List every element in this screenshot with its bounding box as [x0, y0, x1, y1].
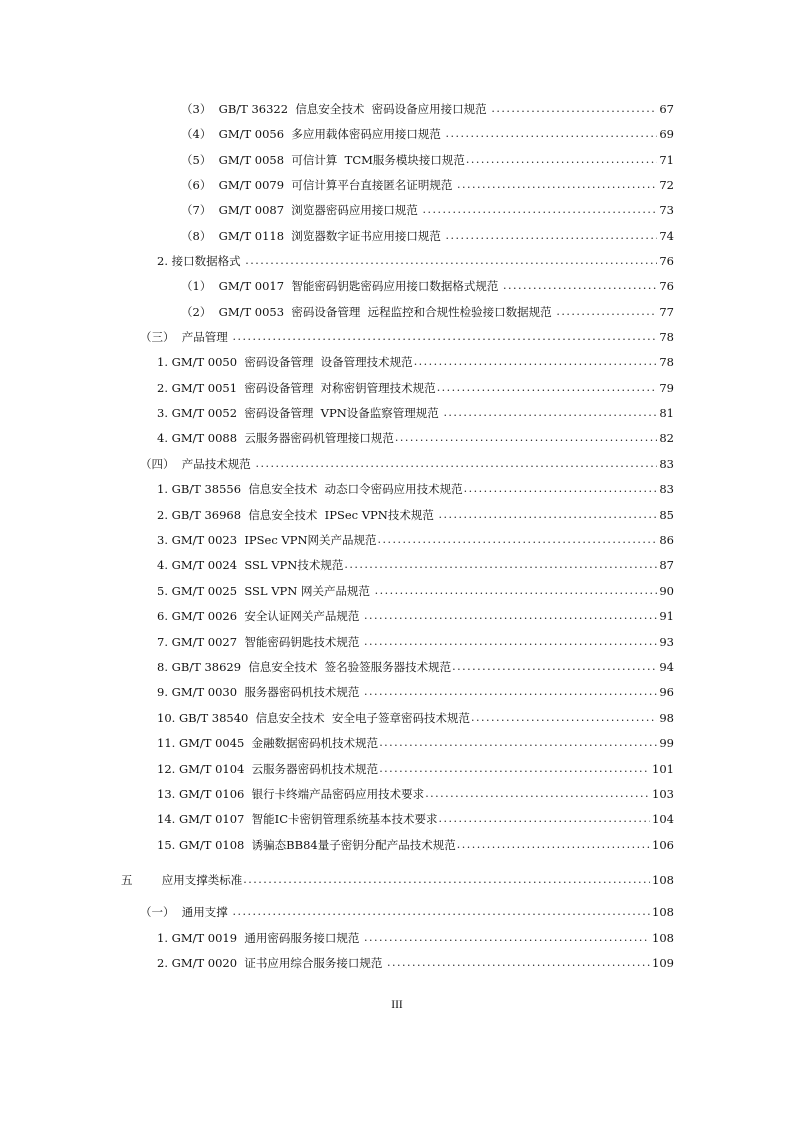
toc-entry-title: （三） 产品管理	[140, 330, 232, 344]
toc-page-number: 67	[659, 102, 674, 116]
toc-entry-title: （8） GM/T 0118 浏览器数字证书应用接口规范	[181, 229, 445, 243]
toc-entry-title: 6. GM/T 0026 安全认证网关产品规范	[157, 609, 364, 623]
toc-entry-title: （1） GM/T 0017 智能密码钥匙密码应用接口数据格式规范	[181, 279, 503, 293]
dot-leader	[425, 784, 650, 804]
toc-entry[interactable]	[157, 581, 674, 601]
toc-page-number: 78	[659, 330, 674, 344]
toc-entry[interactable]	[157, 809, 674, 829]
dot-leader	[255, 454, 657, 474]
toc-entry[interactable]	[157, 479, 674, 499]
toc-entry[interactable]	[157, 657, 674, 677]
toc-entry-title: 10. GB/T 38540 信息安全技术 安全电子签章密码技术规范	[157, 711, 470, 725]
dot-leader	[395, 428, 657, 448]
toc-page-number: 109	[652, 956, 674, 970]
toc-entry[interactable]	[140, 902, 674, 922]
toc-page-number: 76	[659, 254, 674, 268]
dot-leader	[364, 606, 657, 626]
dot-leader	[344, 555, 657, 575]
dot-leader	[443, 403, 657, 423]
dot-leader	[446, 124, 658, 144]
toc-page-number: 94	[659, 660, 674, 674]
toc-entry-title: 4. GM/T 0088 云服务器密码机管理接口规范	[157, 431, 394, 445]
toc-page-number: 103	[652, 787, 674, 801]
toc-entry-title: （6） GM/T 0079 可信计算平台直接匿名证明规范	[181, 178, 457, 192]
dot-leader	[457, 835, 650, 855]
toc-page-number: 76	[659, 279, 674, 293]
toc-page-number: 82	[659, 431, 674, 445]
dot-leader	[457, 175, 657, 195]
toc-entry-title: 9. GM/T 0030 服务器密码机技术规范	[157, 685, 364, 699]
dot-leader	[446, 226, 658, 246]
dot-leader	[232, 902, 650, 922]
page-number-footer: III	[391, 999, 403, 1011]
toc-entry[interactable]	[157, 733, 674, 753]
toc-entry-title: （四） 产品技术规范	[140, 457, 255, 471]
dot-leader	[466, 150, 657, 170]
toc-page-number: 99	[659, 736, 674, 750]
toc-page-number: 96	[659, 685, 674, 699]
dot-leader	[364, 632, 657, 652]
toc-page-number: 86	[659, 533, 674, 547]
toc-entry-title: 4. GM/T 0024 SSL VPN技术规范	[157, 558, 344, 572]
toc-entry[interactable]	[157, 835, 674, 855]
toc-page-number: 87	[659, 558, 674, 572]
toc-entry-title: （7） GM/T 0087 浏览器密码应用接口规范	[181, 203, 422, 217]
toc-entry[interactable]	[181, 124, 674, 144]
toc-page-number: 108	[652, 931, 674, 945]
dot-leader	[491, 99, 657, 119]
dot-leader	[378, 530, 658, 550]
toc-entry[interactable]	[157, 784, 674, 804]
dot-leader	[437, 378, 658, 398]
toc-page-number: 104	[652, 812, 674, 826]
dot-leader	[471, 708, 657, 728]
toc-entry[interactable]	[157, 682, 674, 702]
toc-entry[interactable]	[157, 953, 674, 973]
toc-entry-title: 2. GM/T 0020 证书应用综合服务接口规范	[157, 956, 387, 970]
dot-leader	[439, 809, 651, 829]
toc-entry-title: 1. GM/T 0050 密码设备管理 设备管理技术规范	[157, 355, 413, 369]
toc-entry-title: 2. GB/T 36968 信息安全技术 IPSec VPN技术规范	[157, 508, 438, 522]
dot-leader	[364, 928, 650, 948]
toc-page-number: 71	[659, 153, 674, 167]
toc-entry[interactable]	[157, 708, 674, 728]
toc-page-number: 98	[659, 711, 674, 725]
toc-page-number: 69	[659, 127, 674, 141]
toc-entry-title: （一） 通用支撑	[140, 905, 232, 919]
dot-leader	[414, 352, 658, 372]
toc-entry[interactable]	[157, 378, 674, 398]
dot-leader	[375, 581, 658, 601]
toc-page-number: 77	[659, 305, 674, 319]
toc-entry[interactable]	[157, 251, 674, 271]
toc-entry[interactable]	[157, 606, 674, 626]
toc-page-number: 101	[652, 762, 674, 776]
toc-page-number: 108	[652, 873, 674, 887]
toc-entry[interactable]	[157, 555, 674, 575]
dot-leader	[245, 251, 657, 271]
dot-leader	[364, 682, 657, 702]
toc-entry-title: 1. GM/T 0019 通用密码服务接口规范	[157, 931, 364, 945]
toc-page-number: 79	[659, 381, 674, 395]
toc-entry[interactable]	[140, 454, 674, 474]
toc-entry[interactable]	[181, 99, 674, 119]
toc-entry-title: 11. GM/T 0045 金融数据密码机技术规范	[157, 736, 379, 750]
toc-entry-title: 3. GM/T 0052 密码设备管理 VPN设备监察管理规范	[157, 406, 443, 420]
toc-page-number: 78	[659, 355, 674, 369]
dot-leader	[452, 657, 657, 677]
toc-entry[interactable]	[181, 200, 674, 220]
toc-entry-title: 12. GM/T 0104 云服务器密码机技术规范	[157, 762, 379, 776]
toc-entry-title: 8. GB/T 38629 信息安全技术 签名验签服务器技术规范	[157, 660, 452, 674]
toc-entry[interactable]	[157, 352, 674, 372]
toc-entry[interactable]	[157, 530, 674, 550]
toc-page-number: 81	[659, 406, 674, 420]
toc-entry-title: 14. GM/T 0107 智能IC卡密钥管理系统基本技术要求	[157, 812, 438, 826]
toc-entry[interactable]	[121, 870, 674, 890]
dot-leader	[232, 327, 657, 347]
toc-entry-title: 13. GM/T 0106 银行卡终端产品密码应用技术要求	[157, 787, 425, 801]
toc-entry-title: 5. GM/T 0025 SSL VPN 网关产品规范	[157, 584, 374, 598]
toc-entry-title: （5） GM/T 0058 可信计算 TCM服务模块接口规范	[181, 153, 465, 167]
toc-page-number: 108	[652, 905, 674, 919]
dot-leader	[503, 276, 657, 296]
dot-leader	[556, 302, 657, 322]
toc-entry[interactable]	[181, 175, 674, 195]
toc-entry-title: 2. GM/T 0051 密码设备管理 对称密钥管理技术规范	[157, 381, 436, 395]
toc-page-number: 93	[659, 635, 674, 649]
dot-leader	[243, 870, 650, 890]
toc-entry[interactable]	[181, 302, 674, 322]
toc-entry[interactable]	[157, 505, 674, 525]
toc-page-number: 73	[659, 203, 674, 217]
toc-entry[interactable]	[157, 632, 674, 652]
toc-entry[interactable]	[181, 276, 674, 296]
toc-page-number: 90	[659, 584, 674, 598]
toc-page-number: 83	[659, 482, 674, 496]
toc-entry[interactable]	[140, 327, 674, 347]
toc-entry[interactable]	[157, 428, 674, 448]
dot-leader	[379, 759, 650, 779]
toc-entry-title: 五 应用支撑类标准	[121, 873, 243, 887]
toc-entry[interactable]	[181, 150, 674, 170]
dot-leader	[464, 479, 658, 499]
toc-entry[interactable]	[181, 226, 674, 246]
toc-entry-title: 1. GB/T 38556 信息安全技术 动态口令密码应用技术规范	[157, 482, 463, 496]
toc-page-number: 72	[659, 178, 674, 192]
toc-page-number: 83	[659, 457, 674, 471]
toc-entry-title: 7. GM/T 0027 智能密码钥匙技术规范	[157, 635, 364, 649]
toc-entry-title: （3） GB/T 36322 信息安全技术 密码设备应用接口规范	[181, 102, 491, 116]
dot-leader	[439, 505, 658, 525]
toc-page-number: 106	[652, 838, 674, 852]
toc-entry-title: 2. 接口数据格式	[157, 254, 245, 268]
dot-leader	[387, 953, 650, 973]
dot-leader	[379, 733, 657, 753]
toc-entry[interactable]	[157, 928, 674, 948]
toc-page-number: 74	[659, 229, 674, 243]
toc-entry-title: （4） GM/T 0056 多应用载体密码应用接口规范	[181, 127, 445, 141]
toc-entry-title: 15. GM/T 0108 诱骗态BB84量子密钥分配产品技术规范	[157, 838, 456, 852]
toc-entry[interactable]	[157, 759, 674, 779]
dot-leader	[423, 200, 658, 220]
toc-entry-title: 3. GM/T 0023 IPSec VPN网关产品规范	[157, 533, 377, 547]
toc-page-number: 91	[659, 609, 674, 623]
toc-entry[interactable]	[157, 403, 674, 423]
toc-page-number: 85	[659, 508, 674, 522]
toc-entry-title: （2） GM/T 0053 密码设备管理 远程监控和合规性检验接口数据规范	[181, 305, 556, 319]
